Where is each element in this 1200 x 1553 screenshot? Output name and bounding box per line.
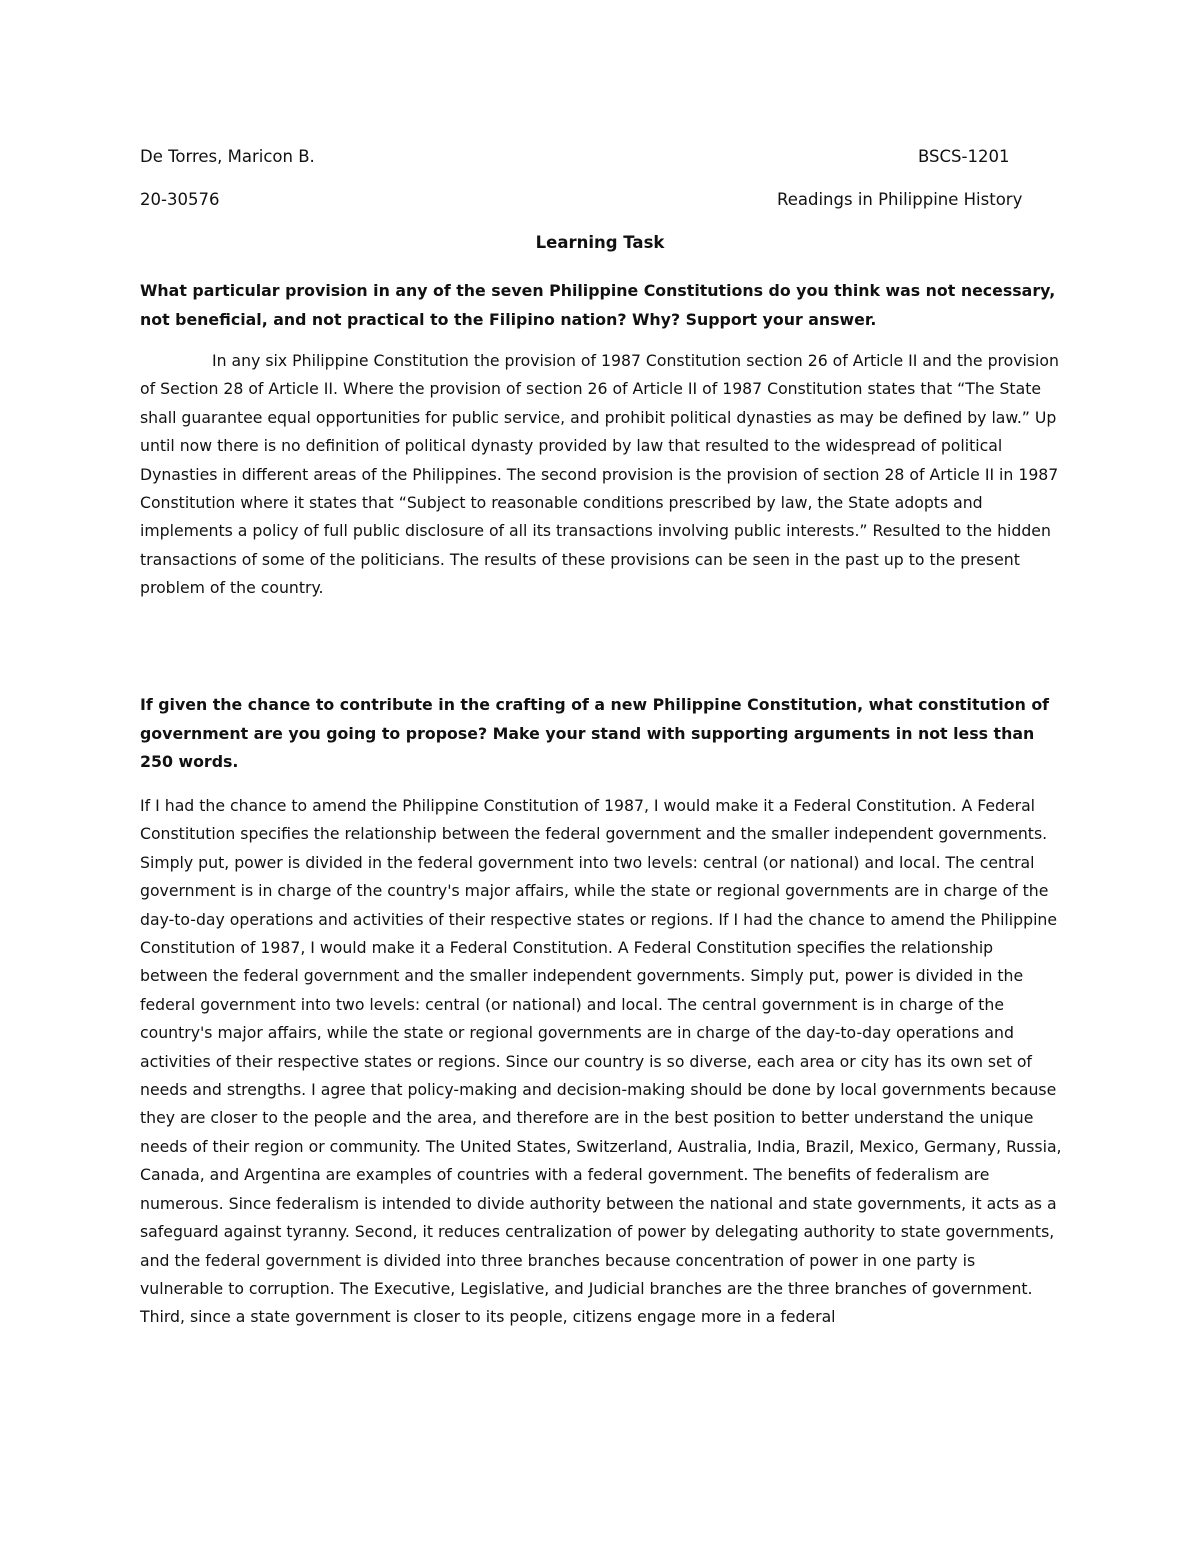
question-1: What particular provision in any of the seven Philippine Constitutions do you think was not necessary, not beneficial, and not practical to the Filipino nation? Why? Support your answer. xyxy=(140,281,1056,329)
student-id: 20-30576 xyxy=(140,190,220,209)
answer-1-paragraph: In any six Philippine Constitution the provision of 1987 Constitution section 26 of Article II and the provision of Section 28 of Article II. Where the provision of section 26 of Article II of 1987 Constitution states that “The State shall guarantee equal opportunities for public service, and prohibit political dynasties as may be defined by law.” Up until now there is no definition of political dynasty provided by law that resulted to the widespread of political Dynasties in different areas of the Philippines. The second provision is the provision of section 28 of Article II in 1987 Constitution where it states that “Subject to reasonable conditions prescribed by law, the State adopts and implements a policy of full public disclosure of all its transactions involving public interests.” Resulted to the hidden transactions of some of the politicians. The results of these provisions can be seen in the past up to the present problem of the country. xyxy=(140,351,1059,598)
document-title: Learning Task xyxy=(535,233,665,252)
student-name: De Torres, Maricon B. xyxy=(140,147,315,166)
answer-2-paragraph: If I had the chance to amend the Philippine Constitution of 1987, I would make it a Federal Constitution. A Federal Constitution specifies the relationship between the federal government and the smaller independent governments. Simply put, power is divided in the federal government into two levels: central (or national) and local. The central government is in charge of the country's major affairs, while the state or regional governments are in charge of the day-to-day operations and activities of their respective states or regions. If I had the chance to amend the Philippine Constitution of 1987, I would make it a Federal Constitution. A Federal Constitution specifies the relationship between the federal government and the smaller independent governments. Simply put, power is divided in the federal government into two levels: central (or national) and local. The central government is in charge of the country's major affairs, while the state or regional governments are in charge of the day-to-day operations and activities of their respective states or regions. Since our country is so diverse, each area or city has its own set of needs and strengths. I agree that policy-making and decision-making should be done by local governments because they are closer to the people and the area, and therefore are in the best position to better understand the unique needs of their region or community. The United States, Switzerland, Australia, India, Brazil, Mexico, Germany, Russia, Canada, and Argentina are examples of countries with a federal government. The benefits of federalism are numerous. Since federalism is intended to divide authority between the national and state governments, it acts as a safeguard against tyranny. Second, it reduces centralization of power by delegating authority to state governments, and the federal government is divided into three branches because concentration of power in one party is vulnerable to corruption. The Executive, Legislative, and Judicial branches are the three branches of government. Third, since a state government is closer to its people, citizens engage more in a federal xyxy=(140,796,1062,1327)
student-section: BSCS-1201 xyxy=(918,147,1010,166)
question-2: If given the chance to contribute in the crafting of a new Philippine Constitution, what constitution of government are you going to propose? Make your stand with supporting arguments in not less than 250 words. xyxy=(140,695,1050,771)
course-name: Readings in Philippine History xyxy=(777,190,1023,209)
